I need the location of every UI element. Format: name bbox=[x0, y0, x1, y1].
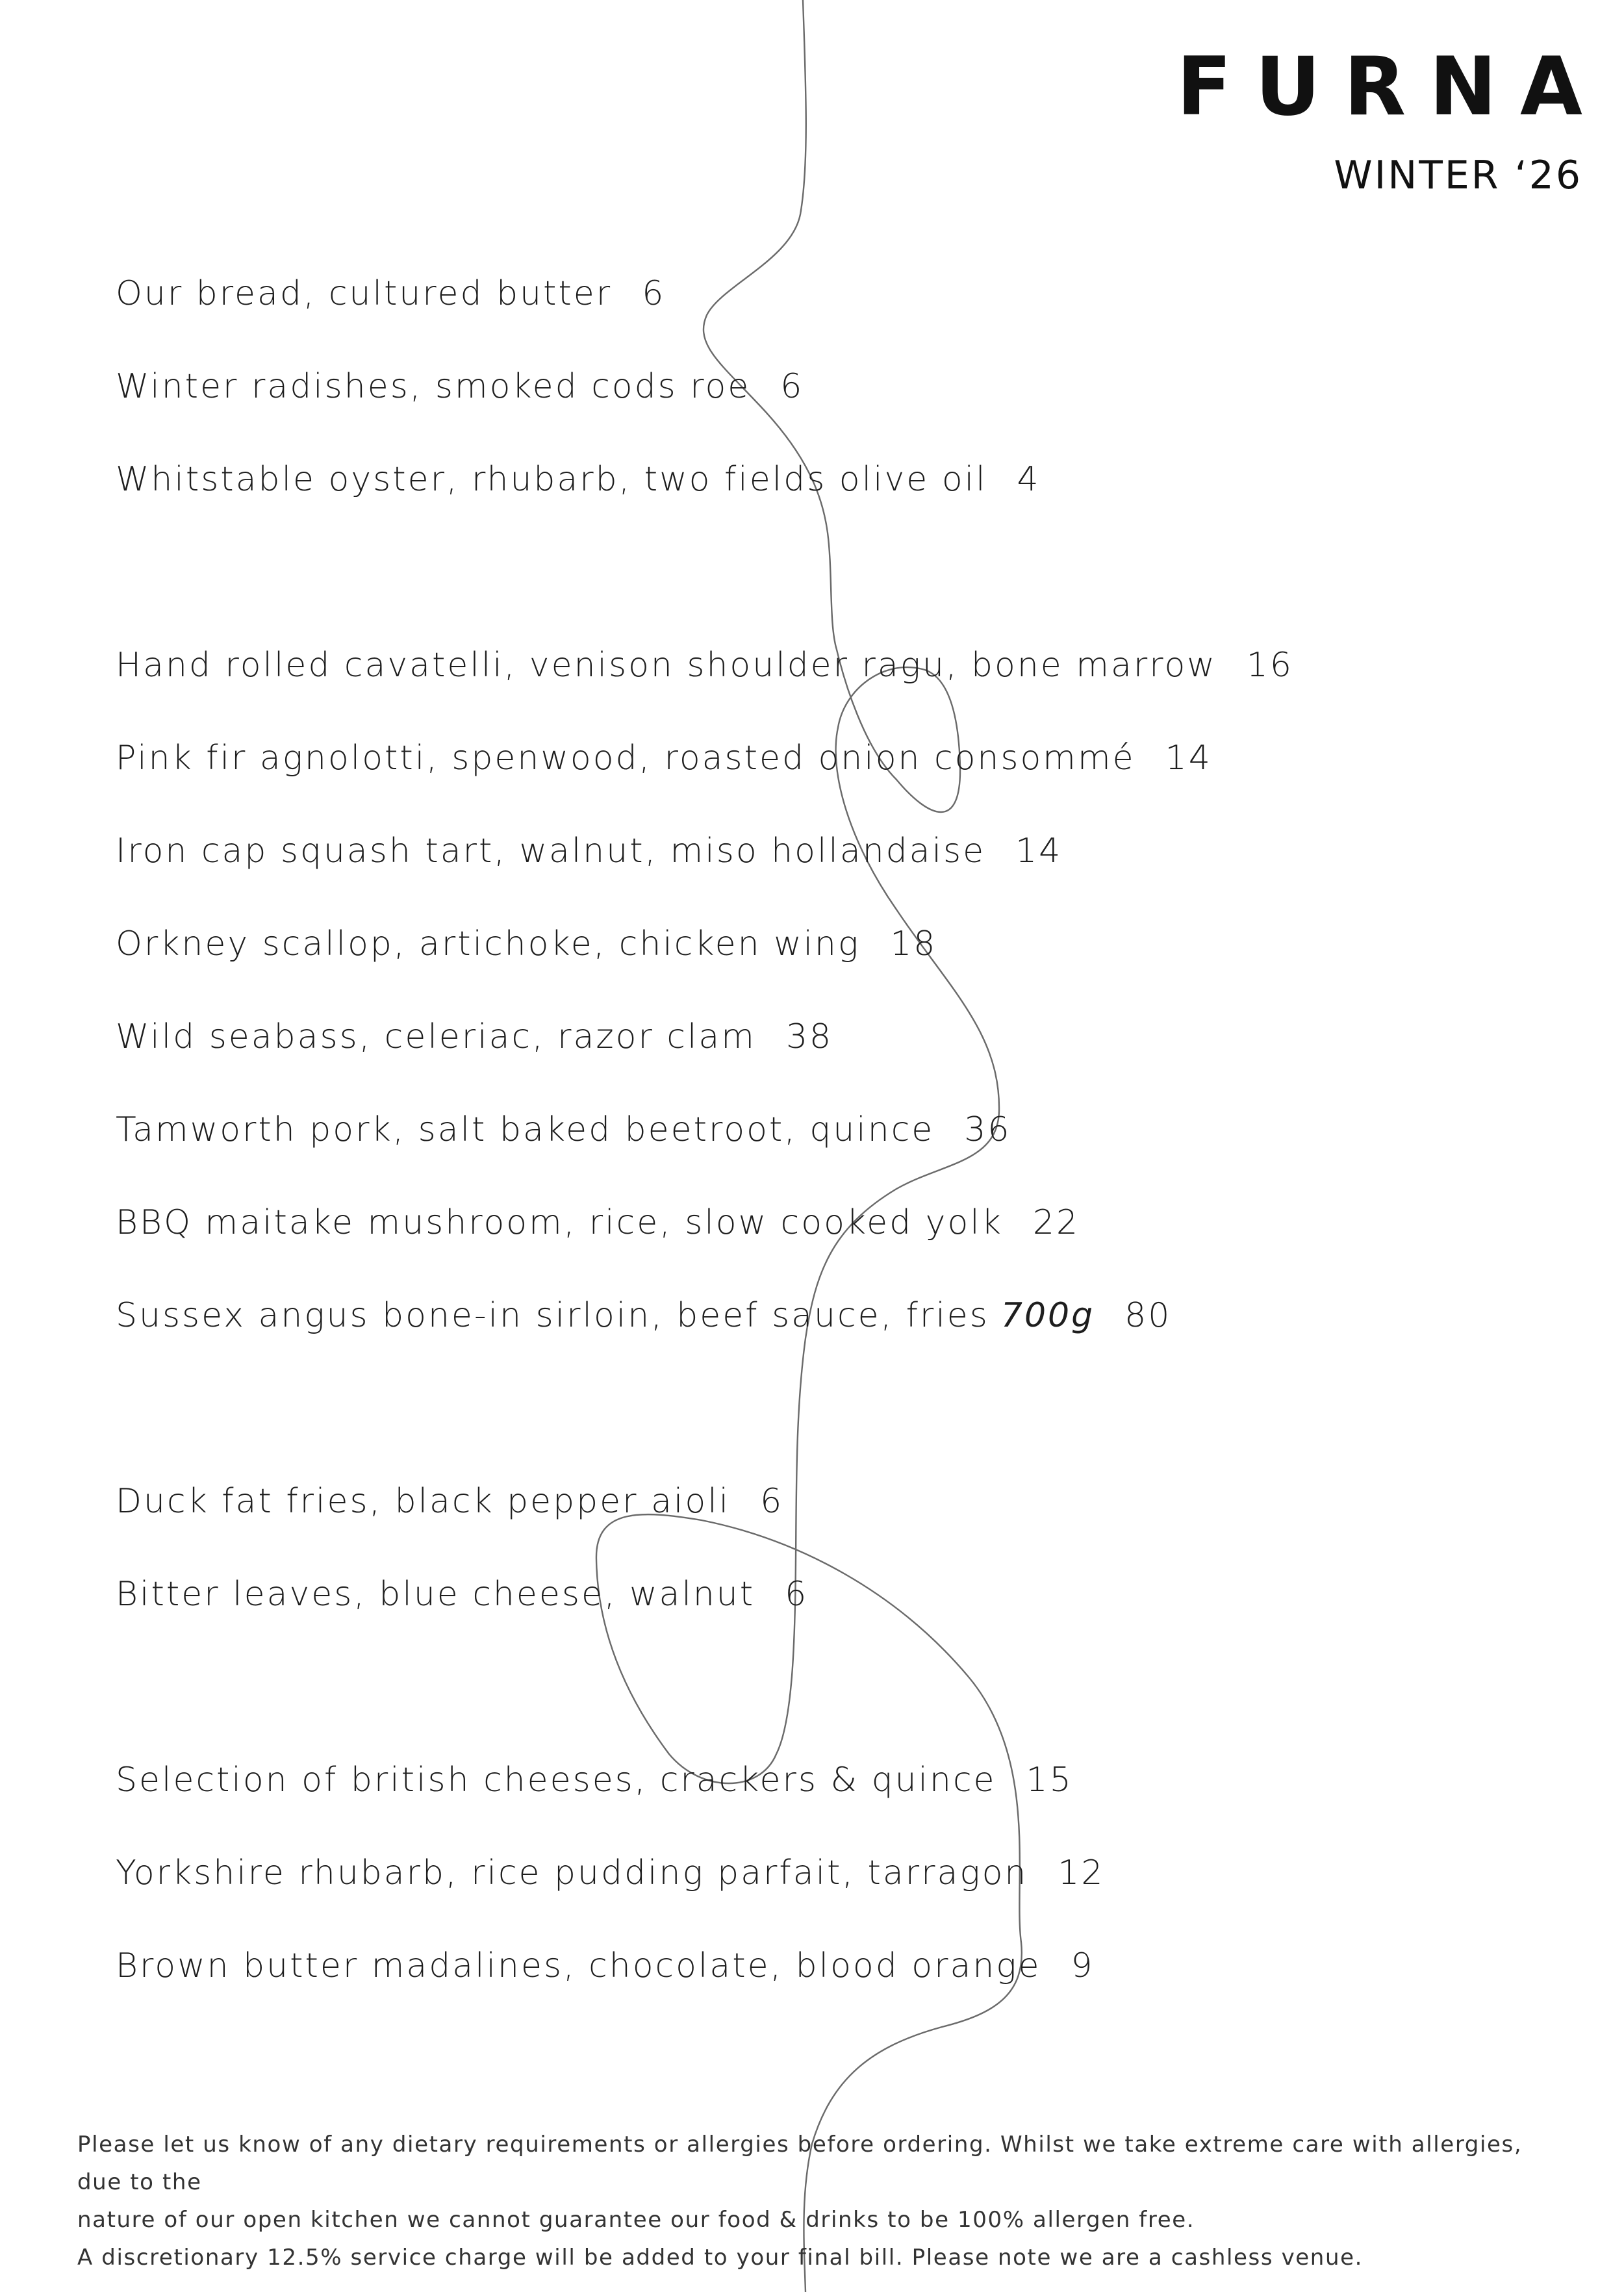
dish-name: Whitstable oyster, rhubarb, two fields olive oil bbox=[116, 460, 987, 499]
menu-item bbox=[116, 1945, 1293, 2038]
restaurant-logo: FURNA bbox=[1176, 40, 1606, 134]
dish-price: 16 bbox=[1246, 646, 1293, 685]
dish-price: 6 bbox=[760, 1482, 784, 1521]
dish-name: Brown butter madalines, chocolate, blood orange bbox=[116, 1946, 1041, 1985]
menu-season: WINTER ‘26 bbox=[1334, 153, 1582, 198]
allergy-notice-line-1: Please let us know of any dietary requirements or allergies before ordering. Whilst we take extreme care with allergies, due to the bbox=[77, 2132, 1523, 2195]
dish-name: Selection of british cheeses, crackers & quince bbox=[116, 1761, 996, 1800]
allergy-notice-line-2: nature of our open kitchen we cannot guarantee our food & drinks to be 100% allergen free. bbox=[77, 2207, 1195, 2233]
menu-item bbox=[116, 923, 1293, 1016]
menu-item bbox=[116, 1481, 1293, 1573]
dish-name: Duck fat fries, black pepper aioli bbox=[116, 1482, 731, 1521]
menu-item bbox=[116, 1573, 1293, 1666]
menu-list bbox=[116, 273, 1293, 2038]
menu-item bbox=[116, 366, 1293, 459]
dish-name: Winter radishes, smoked cods roe bbox=[116, 367, 751, 406]
menu-item bbox=[116, 1109, 1293, 1202]
dish-price: 9 bbox=[1071, 1946, 1095, 1985]
menu-item bbox=[116, 459, 1293, 552]
brand-header bbox=[1176, 40, 1606, 198]
dish-price: 80 bbox=[1124, 1296, 1172, 1335]
dish-price: 22 bbox=[1032, 1203, 1080, 1242]
menu-item bbox=[116, 273, 1293, 366]
dish-price: 15 bbox=[1026, 1761, 1073, 1800]
sides-section bbox=[116, 1481, 1293, 1666]
mains-section bbox=[116, 644, 1293, 1388]
dish-price: 6 bbox=[785, 1575, 809, 1614]
dish-price: 36 bbox=[964, 1110, 1011, 1149]
menu-item bbox=[116, 1295, 1293, 1388]
dish-weight: 700g bbox=[1000, 1296, 1095, 1335]
dish-price: 18 bbox=[890, 924, 937, 963]
dish-name: Hand rolled cavatelli, venison shoulder ragu, bone marrow bbox=[116, 646, 1217, 685]
dish-name: Wild seabass, celeriac, razor clam bbox=[116, 1017, 756, 1056]
dish-price: 6 bbox=[780, 367, 804, 406]
menu-item bbox=[116, 1016, 1293, 1109]
dish-price: 4 bbox=[1017, 460, 1041, 499]
menu-item bbox=[116, 830, 1293, 923]
service-charge-notice: A discretionary 12.5% service charge will be added to your final bill. Please note we are a cashless venue. bbox=[77, 2245, 1364, 2271]
dish-name: Tamworth pork, salt baked beetroot, quince bbox=[116, 1110, 935, 1149]
menu-item bbox=[116, 644, 1293, 737]
dish-name: Sussex angus bone-in sirloin, beef sauce, fries bbox=[116, 1296, 989, 1335]
dish-name: Pink fir agnolotti, spenwood, roasted onion consommé bbox=[116, 739, 1136, 778]
dish-price: 14 bbox=[1165, 739, 1212, 778]
footer-notice bbox=[77, 2126, 1571, 2276]
dish-name: Bitter leaves, blue cheese, walnut bbox=[116, 1575, 755, 1614]
snacks-section bbox=[116, 273, 1293, 552]
desserts-section bbox=[116, 1759, 1293, 2038]
dish-name: Our bread, cultured butter bbox=[116, 274, 613, 313]
menu-item bbox=[116, 737, 1293, 830]
menu-item bbox=[116, 1202, 1293, 1295]
dish-price: 38 bbox=[785, 1017, 833, 1056]
dish-name: BBQ maitake mushroom, rice, slow cooked yolk bbox=[116, 1203, 1003, 1242]
dish-name: Iron cap squash tart, walnut, miso hollandaise bbox=[116, 832, 986, 871]
dish-price: 6 bbox=[642, 274, 666, 313]
dish-price: 14 bbox=[1015, 832, 1063, 871]
dish-name: Orkney scallop, artichoke, chicken wing bbox=[116, 924, 861, 963]
menu-item bbox=[116, 1852, 1293, 1945]
menu-item bbox=[116, 1759, 1293, 1852]
dish-name: Yorkshire rhubarb, rice pudding parfait, tarragon bbox=[116, 1853, 1028, 1892]
dish-price: 12 bbox=[1058, 1853, 1105, 1892]
